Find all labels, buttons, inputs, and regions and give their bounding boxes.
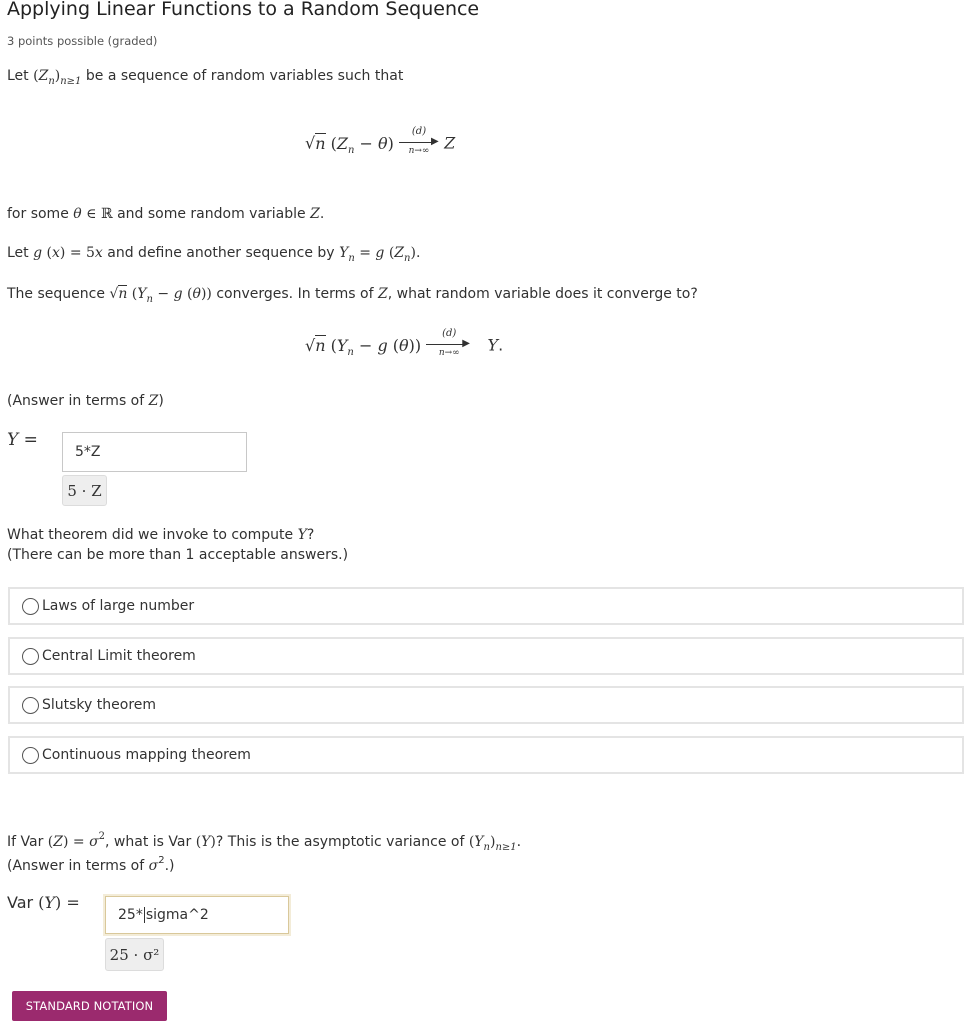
q2-question: What theorem did we invoke to compute Y? — [7, 527, 315, 543]
define-g-line: Let g (x) = 5x and define another sequence by $Y_n = g$ $(Z_n)$. — [7, 245, 421, 264]
for-some-line: for some θ ∈ ℝ and some random variable Z. — [7, 206, 325, 222]
convergence-equation-2: √n ($Y_n - g$ (θ)) (d) ▶ n→∞ Y. — [305, 330, 503, 362]
choice-slutsky-theorem[interactable]: Slutsky theorem — [8, 686, 964, 724]
choice-continuous-mapping-theorem[interactable]: Continuous mapping theorem — [8, 736, 964, 774]
sequence-z-math: $(Z_n)_{n\ge 1}$ — [33, 68, 82, 87]
y-answer-input[interactable] — [62, 432, 247, 472]
q1-label: Y = — [7, 430, 38, 450]
var-y-answer-input[interactable]: 25* sigma^2 — [105, 896, 289, 934]
problem-title: Applying Linear Functions to a Random Sequence — [7, 0, 480, 20]
sequence-description: be a sequence of random variables such that — [85, 68, 404, 84]
convergence-arrow-2: (d) ▶ n→∞ — [426, 330, 472, 362]
radio-button[interactable] — [22, 747, 39, 764]
standard-notation-button[interactable]: STANDARD NOTATION — [12, 991, 167, 1021]
q3-label: Var (Y) = — [7, 893, 80, 912]
q1-hint: (Answer in terms of Z) — [7, 393, 164, 409]
choice-laws-of-large-number[interactable]: Laws of large number — [8, 587, 964, 625]
convergence-equation-1: √n $(Z_n - \theta)$ (d) ▶ n→∞ Z — [305, 128, 455, 160]
choice-central-limit-theorem[interactable]: Central Limit theorem — [8, 637, 964, 675]
let-text: Let — [7, 68, 29, 84]
q3-question: If Var $(Z) = \sigma^2$, what is Var (Y)? This is the asymptotic variance of $(Y_n)_{n\ge 1}$. — [7, 831, 522, 853]
points-label: 3 points possible (graded) — [7, 34, 158, 48]
y-answer-preview: 5 · Z — [62, 475, 107, 506]
q2-note: (There can be more than 1 acceptable answers.) — [7, 547, 349, 563]
radio-button[interactable] — [22, 697, 39, 714]
radio-button[interactable] — [22, 648, 39, 665]
question-line: The sequence √n ($Y_n - g$ (θ)) converges. In terms of Z, what random variable does it converge to? — [7, 286, 698, 305]
q3-hint: (Answer in terms of $\sigma^2$.) — [7, 855, 175, 874]
text-cursor — [144, 907, 145, 923]
radio-button[interactable] — [22, 598, 39, 615]
convergence-arrow: (d) ▶ n→∞ — [399, 128, 439, 160]
var-y-answer-preview: 25 · σ² — [105, 938, 164, 971]
intro-line-1 — [7, 68, 403, 87]
y-answer-value: 5*Z — [75, 444, 101, 460]
